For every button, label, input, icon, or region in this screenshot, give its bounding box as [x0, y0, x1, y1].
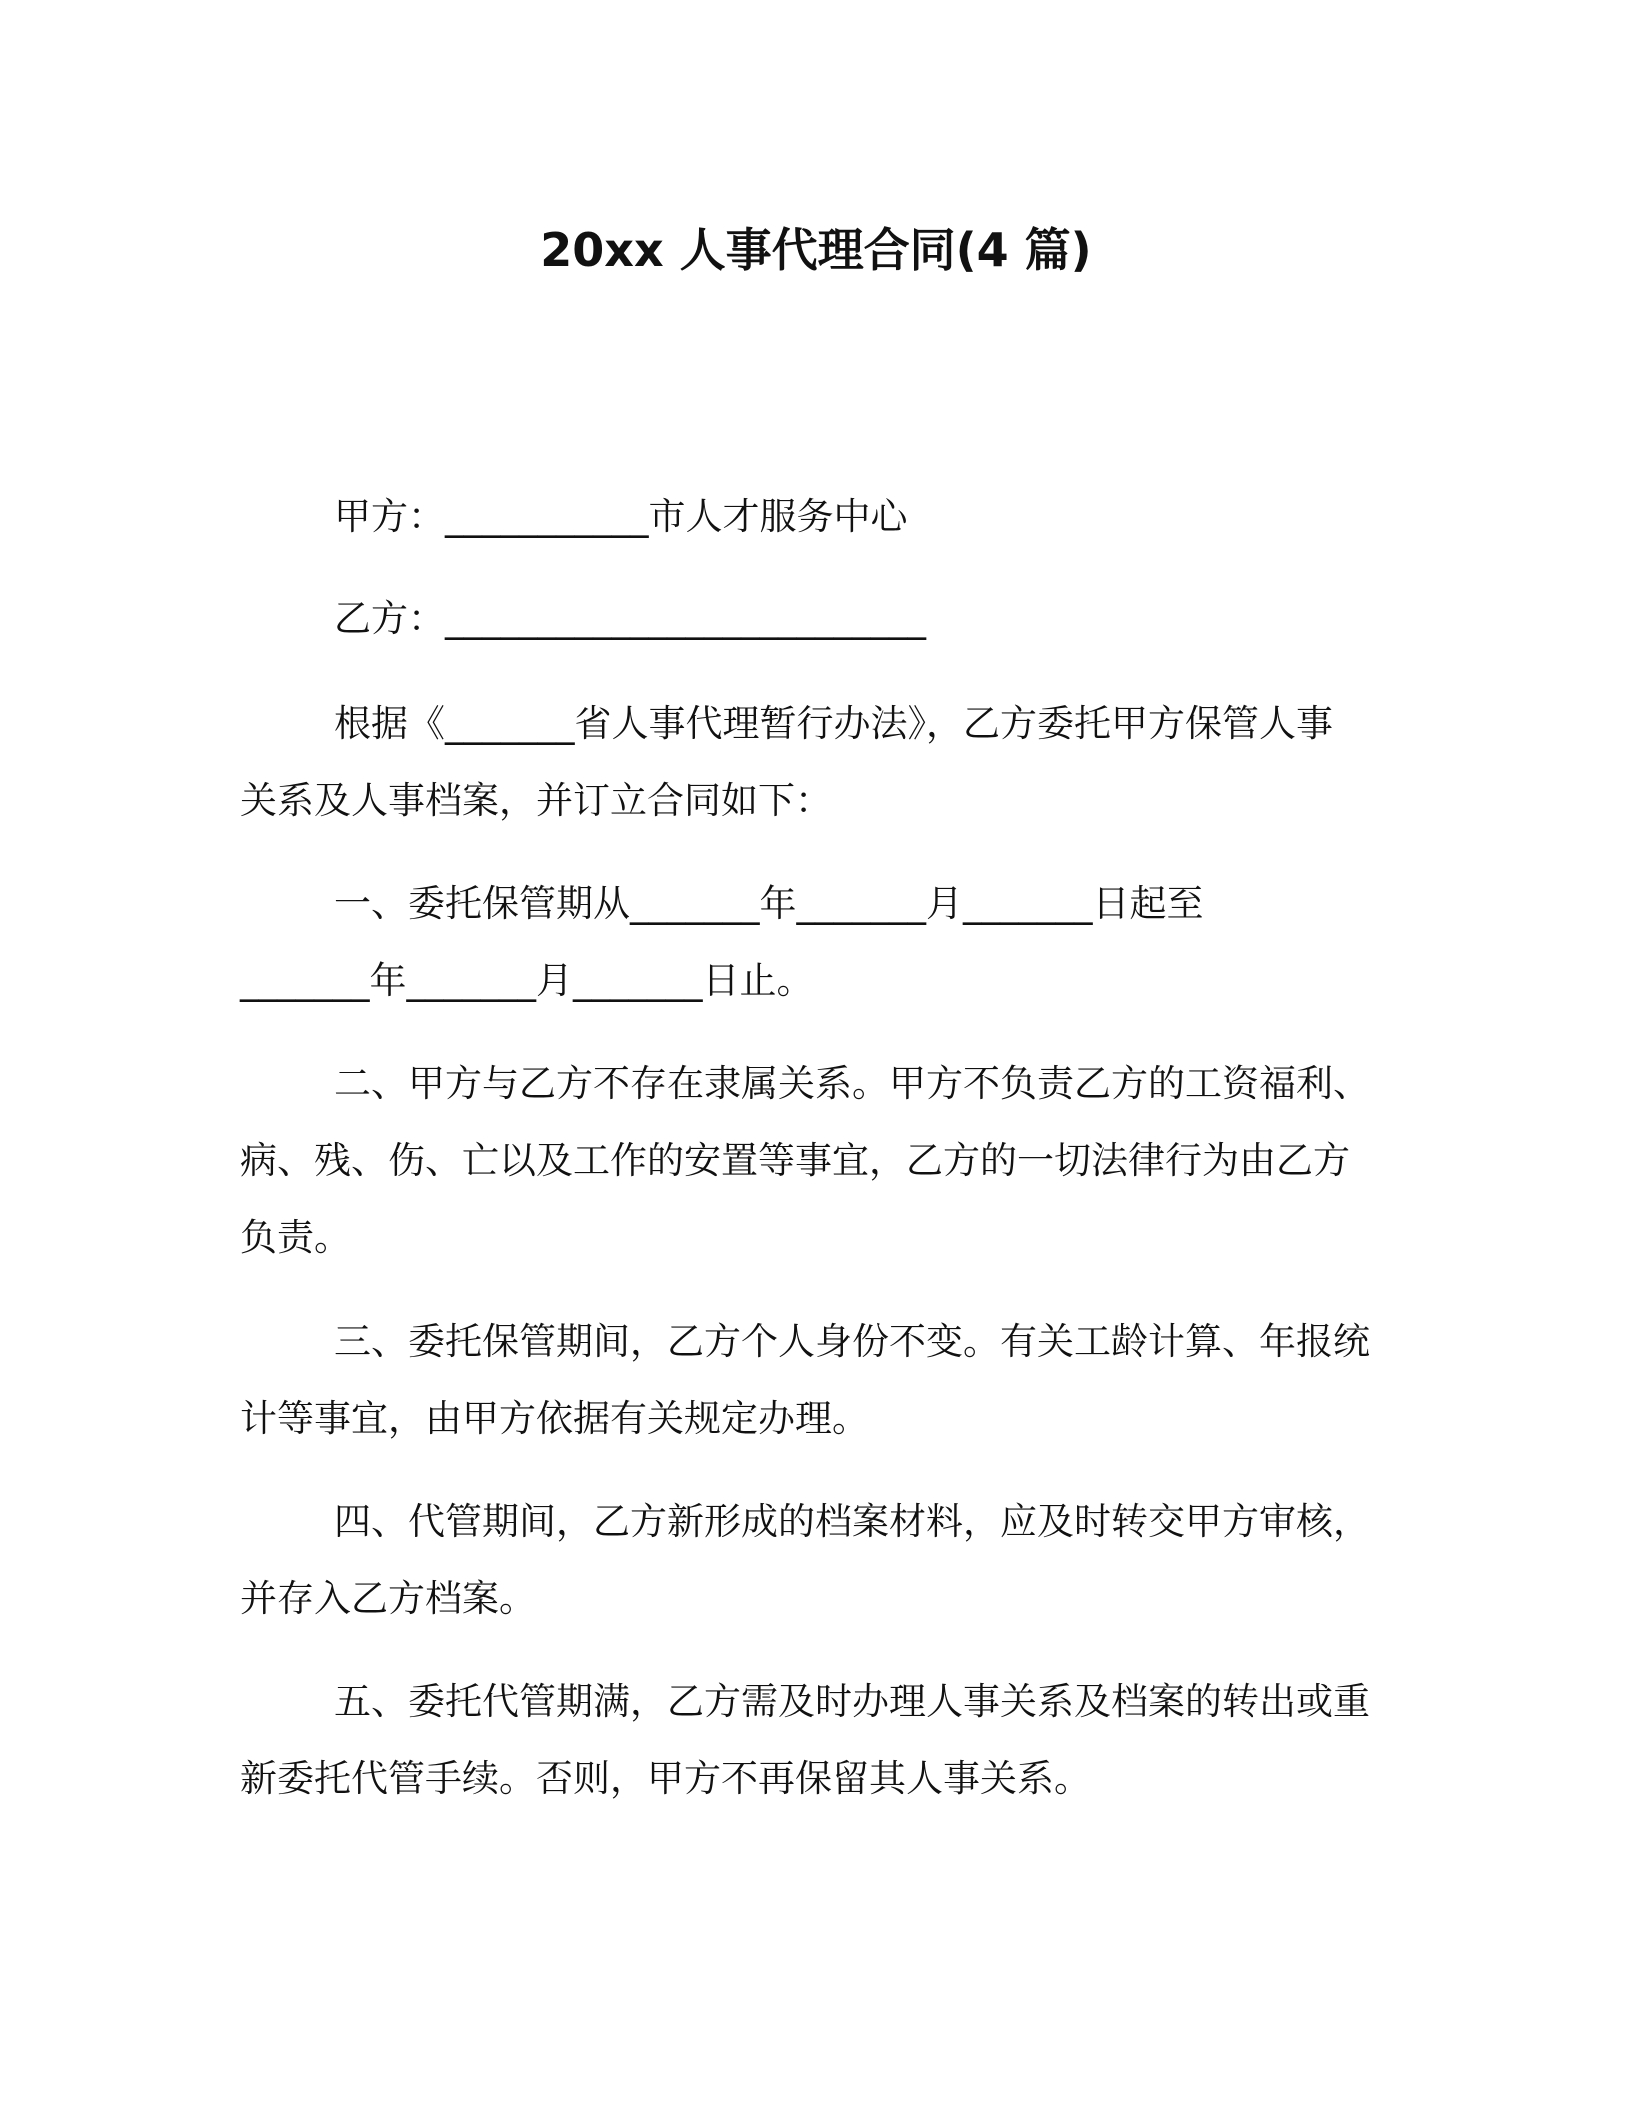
clause-4-line-2: 并存入乙方档案。 [240, 1577, 536, 1620]
clause-4 [240, 1483, 1375, 1637]
intro-paragraph [240, 685, 1375, 839]
clause-1-line-2: _______年_______月_______日止。 [240, 959, 814, 1002]
clause-2-line-2: 病、残、伤、亡以及工作的安置等事宜，乙方的一切法律行为由乙方 [240, 1139, 1350, 1182]
party-a-block [240, 478, 1375, 555]
clause-5-line-2: 新委托代管手续。否则，甲方不再保留其人事关系。 [240, 1757, 1091, 1800]
clause-3 [240, 1303, 1375, 1457]
clause-5-line-1: 五、委托代管期满，乙方需及时办理人事关系及档案的转出或重 [334, 1680, 1370, 1723]
clause-4-line-1: 四、代管期间，乙方新形成的档案材料，应及时转交甲方审核， [334, 1500, 1370, 1543]
document-title: 20xx 人事代理合同(4 篇) [540, 223, 1092, 277]
clause-1-line-1: 一、委托保管期从_______年_______月_______日起至 [334, 882, 1204, 925]
clause-5 [240, 1663, 1375, 1817]
party-b-line: 乙方：__________________________ [334, 597, 926, 640]
party-b-block [240, 580, 1375, 657]
clause-2 [240, 1045, 1375, 1276]
clause-2-line-1: 二、甲方与乙方不存在隶属关系。甲方不负责乙方的工资福利、 [334, 1062, 1370, 1105]
clause-3-line-2: 计等事宜，由甲方依据有关规定办理。 [240, 1397, 869, 1440]
party-a-line: 甲方：___________市人才服务中心 [334, 495, 908, 538]
clause-3-line-1: 三、委托保管期间，乙方个人身份不变。有关工龄计算、年报统 [334, 1320, 1370, 1363]
clause-1 [240, 865, 1375, 1019]
intro-line-1: 根据《_______省人事代理暂行办法》，乙方委托甲方保管人事 [334, 702, 1333, 745]
intro-line-2: 关系及人事档案，并订立合同如下： [240, 779, 832, 822]
clause-2-line-3: 负责。 [240, 1216, 351, 1259]
